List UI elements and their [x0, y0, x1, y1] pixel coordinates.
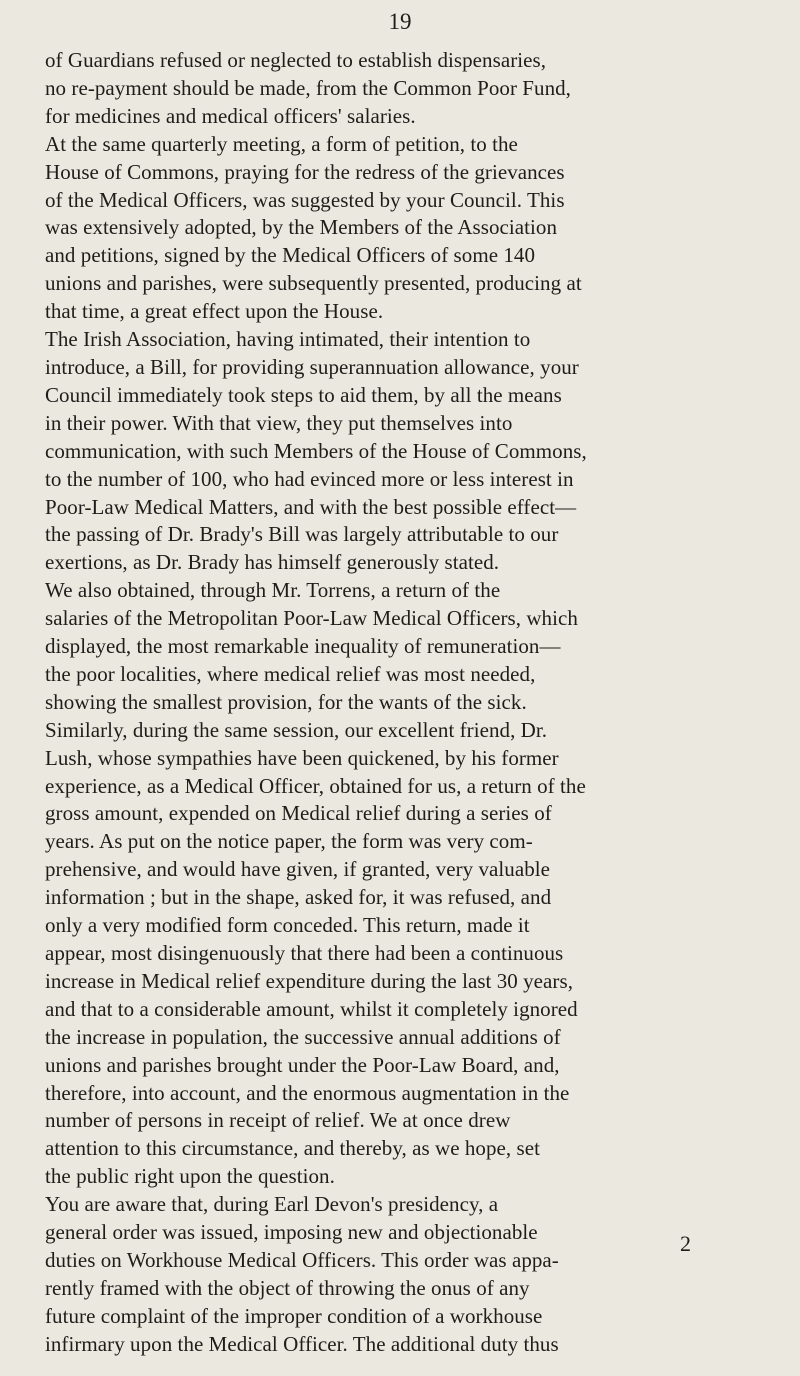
text-line: the passing of Dr. Brady's Bill was largely attributable to our: [45, 522, 559, 547]
text-line: unions and parishes brought under the Poor-Law Board, and,: [45, 1052, 560, 1077]
text-line: of Guardians refused or neglected to establish dispensaries,: [45, 48, 547, 72]
text-line: experience, as a Medical Officer, obtained for us, a return of the: [45, 773, 586, 798]
text-line: appear, most disingenuously that there had been a continuous: [45, 941, 564, 965]
text-line: that time, a great effect upon the House.: [45, 299, 384, 324]
text-line: infirmary upon the Medical Officer. The additional duty thus: [45, 1331, 559, 1356]
text-line: for medicines and medical officers' salaries.: [45, 103, 416, 128]
text-line: number of persons in receipt of relief. We at once drew: [45, 1108, 511, 1133]
text-line: rently framed with the object of throwing the onus of any: [45, 1275, 530, 1300]
text-line: years. As put on the notice paper, the form was very com-: [45, 829, 533, 854]
text-line: the increase in population, the successive annual additions of: [45, 1024, 561, 1049]
text-line: The Irish Association, having intimated, their intention to: [45, 327, 531, 352]
text-line: and petitions, signed by the Medical Officers of some 140: [45, 243, 536, 268]
signature-mark: 2: [680, 1231, 691, 1256]
text-line: no re-payment should be made, from the Common Poor Fund,: [45, 75, 571, 100]
text-line: displayed, the most remarkable inequality of remuneration—: [45, 634, 561, 659]
page-number: 19: [388, 9, 412, 34]
text-line: Council immediately took steps to aid them, by all the means: [45, 382, 562, 407]
text-line: salaries of the Metropolitan Poor-Law Medical Officers, which: [45, 606, 578, 631]
text-line: Lush, whose sympathies have been quickened, by his former: [45, 745, 559, 770]
text-line: increase in Medical relief expenditure during the last 30 years,: [45, 968, 573, 993]
text-line: Poor-Law Medical Matters, and with the best possible effect—: [45, 494, 577, 519]
text-line: was extensively adopted, by the Members of the Association: [45, 215, 558, 240]
text-line: the public right upon the question.: [45, 1164, 335, 1189]
text-line: duties on Workhouse Medical Officers. This order was appa-: [45, 1247, 559, 1272]
body-text: [45, 47, 735, 1359]
text-line: exertions, as Dr. Brady has himself generously stated.: [45, 550, 500, 575]
text-line: information ; but in the shape, asked for, it was refused, and: [45, 885, 552, 910]
text-line: to the number of 100, who had evinced more or less interest in: [45, 466, 574, 491]
text-line: general order was issued, imposing new and objectionable: [45, 1220, 538, 1245]
text-line: in their power. With that view, they put themselves into: [45, 410, 513, 435]
text-line: Similarly, during the same session, our excellent friend, Dr.: [45, 717, 548, 742]
text-line: only a very modified form conceded. This return, made it: [45, 913, 530, 938]
text-line: House of Commons, praying for the redress of the grievances: [45, 159, 565, 184]
text-line: You are aware that, during Earl Devon's presidency, a: [45, 1192, 499, 1217]
text-line: prehensive, and would have given, if granted, very valuable: [45, 857, 551, 882]
text-line: showing the smallest provision, for the wants of the sick.: [45, 689, 527, 714]
text-line: introduce, a Bill, for providing superannuation allowance, your: [45, 354, 579, 379]
text-line: At the same quarterly meeting, a form of petition, to the: [45, 131, 518, 156]
text-line: gross amount, expended on Medical relief during a series of: [45, 801, 552, 826]
text-line: therefore, into account, and the enormous augmentation in the: [45, 1080, 570, 1105]
text-line: future complaint of the improper condition of a workhouse: [45, 1303, 543, 1328]
text-line: unions and parishes, were subsequently presented, producing at: [45, 271, 582, 296]
text-line: the poor localities, where medical relief was most needed,: [45, 661, 536, 686]
text-line: and that to a considerable amount, whilst it completely ignored: [45, 996, 578, 1021]
text-line: We also obtained, through Mr. Torrens, a return of the: [45, 578, 501, 603]
text-line: communication, with such Members of the House of Commons,: [45, 438, 587, 463]
text-line: of the Medical Officers, was suggested by your Council. This: [45, 187, 565, 212]
text-line: attention to this circumstance, and thereby, as we hope, set: [45, 1136, 540, 1161]
